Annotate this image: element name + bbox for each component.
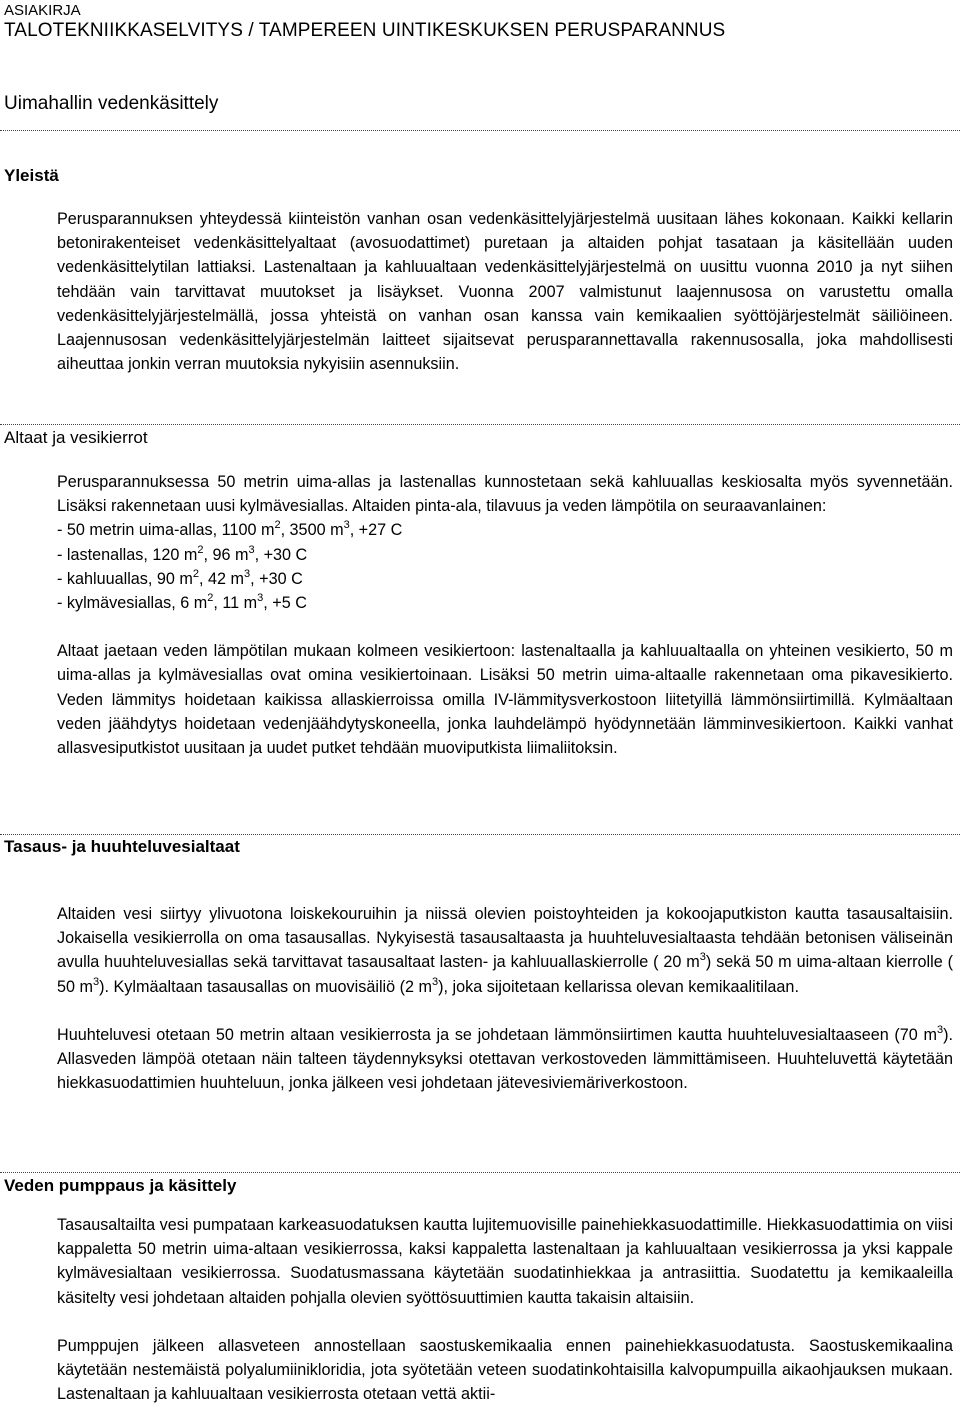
list-item: - kahluuallas, 90 $m^2$, 42 $m^3$, +30 C <box>57 567 303 588</box>
paragraph-yleista <box>57 207 953 376</box>
paragraph-pumppaus-1: Tasausaltailta vesi pumpataan karkeasuodatuksen kautta lujitemuovisille painehiekkasuodattimille. Hiekkasuodattimia on viisi kappaletta 50 metrin uima-altaan vesikierrossa, kaksi kappaletta lastenaltaan ja kahluualtaan vesikierrossa ja yksi kappale kylmävesialtaan vesikierrossa. Suodatusmassana käytetään suodatinhiekkaa ja antrasiittia. Suodatettu ja kemikaaleilla käsitelty vesi johdetaan altaiden pohjalla olevien syöttösuuttimien kautta takaisin altaisiin. <box>57 1216 953 1307</box>
list-item: - kylmävesiallas, 6 $m^2$, 11 $m^3$, +5 C <box>57 592 307 613</box>
document-label: ASIAKIRJA <box>4 2 81 19</box>
paragraph-pumppaus-2: Pumppujen jälkeen allasveteen annostellaan saostuskemikaalia ennen painehiekkasuodatusta. Saostuskemikaalina käytetään nestemäistä polyalumiinikloridia, jota syötetään veteen suodatinkohtaisilla kalvopumpuilla aikaohjauksen mukaan. Lastenaltaan ja kahluualtaan vesikierrosta otetaan vettä aktii- <box>57 1336 953 1404</box>
document-title: TALOTEKNIIKKASELVITYS / TAMPEREEN UINTIKESKUKSEN PERUSPARANNUS <box>4 20 726 41</box>
block-altaat <box>57 470 953 760</box>
heading-pumppaus: Veden pumppaus ja käsittely <box>4 1176 237 1195</box>
block-tasaus <box>57 902 953 1095</box>
paragraph-altaat-intro: Perusparannuksessa 50 metrin uima-allas ja lastenallas kunnostetaan sekä kahluuallas keskiosalta myös syvennetään. Lisäksi rakennetaan uusi kylmävesiallas. Altaiden pinta-ala, tilavuus ja veden lämpötila on seuraavanlainen: <box>57 473 953 516</box>
block-pumppaus <box>57 1213 953 1406</box>
paragraph-altaat-2: Altaat jaetaan veden lämpötilan mukaan kolmeen vesikiertoon: lastenaltaalla ja kahluualtaalla on yhteinen vesikierto, 50 m uima-allas ja kylmävesiallas ovat omina vesikiertoinaan. Lisäksi 50 metrin uima-altaalle rakennetaan oma pikavesikierto. Veden lämmitys hoidetaan kaikissa allaskierroissa omilla IV-lämmitysverkostoon liitetyillä lämmönsiirtimillä. Kylmäaltaan veden jäähdytys hoidetaan vedenjäähdytyskoneella, jonka lauhdelämpö hyödynnetään lämminvesikiertoon. Kaikki vanhat allasvesiputkistot uusitaan ja uudet putket tehdään muoviputkista liimaliitoksin. <box>57 642 953 758</box>
divider <box>0 424 960 425</box>
divider <box>0 130 960 131</box>
pool-list <box>57 518 953 615</box>
divider <box>0 834 960 835</box>
paragraph-text: Perusparannuksen yhteydessä kiinteistön vanhan osan vedenkäsittelyjärjestelmä uusitaan lähes kokonaan. Kaikki kellarin betonirakenteiset vedenkäsittelyaltaat (avosuodattimet) puretaan ja altaiden pohjat tasataan ja käsitellään uuden vedenkäsittelytilan lattiaksi. Lastenaltaan ja kahluualtaan vedenkäsittelyjärjestelmä on uusittu vuonna 2010 ja nyt siihen tehdään vain tarvittavat muutokset ja lisäykset. Vuonna 2007 valmistunut laajennusosa on varustettu omalla vedenkäsittelyjärjestelmällä, jossa yhteistä on vanhan osan kanssa vain kemikaalien syöttöjärjestelmät säiliöineen. Laajennusosan vedenkäsittelyjärjestelmän laitteet sijaitsevat perusparannettavalla rakennusosalla, joka mahdollisesti aiheuttaa jonkin verran muutoksia nykyisiin asennuksiin. <box>57 210 953 374</box>
paragraph-tasaus-1: Altaiden vesi siirtyy ylivuotona loiskekouruihin ja niissä olevien poistoyhteiden ja kokoojaputkiston kautta tasausaltaisiin. Jokaisella vesikierrolla on oma tasausallas. Nykyisestä tasausaltaasta ja huuhteluvesialtaasta tehdään betonisen väliseinän avulla huuhteluvesiallas sekä tarvittavat tasausaltaat lasten- ja kahluuallaskierrolle ( 20 $m^3$) sekä 50 m uima-altaan kierrolle ( 50 $m^3$). Kylmäaltaan tasausallas on muovisäiliö (2 $m^3$), joka sijoitetaan kellarissa olevan kemikaalitilaan. <box>57 905 953 996</box>
heading-yleista: Yleistä <box>4 166 59 185</box>
paragraph-tasaus-2: Huuhteluvesi otetaan 50 metrin altaan vesikierrosta ja se johdetaan lämmönsiirtimen kautta huuhteluvesialtaaseen (70 $m^3$). Allasveden lämpöä otetaan näin talteen täydennyksyksi otettavan verkostoveden lämmittämiseen. Huuhteluvettä käytetään hiekkasuodattimien huuhteluun, jonka jälkeen vesi johdetaan jätevesiviemäriverkostoon. <box>57 1023 953 1093</box>
heading-altaat: Altaat ja vesikierrot <box>4 428 148 447</box>
list-item: - 50 metrin uima-allas, 1100 $m^2$, 3500 $m^3$, +27 C <box>57 519 403 540</box>
page-title: Uimahallin vedenkäsittely <box>4 93 219 114</box>
list-item: - lastenallas, 120 $m^2$, 96 $m^3$, +30 C <box>57 543 308 564</box>
divider <box>0 1172 960 1173</box>
heading-tasaus: Tasaus- ja huuhteluvesialtaat <box>4 837 240 856</box>
